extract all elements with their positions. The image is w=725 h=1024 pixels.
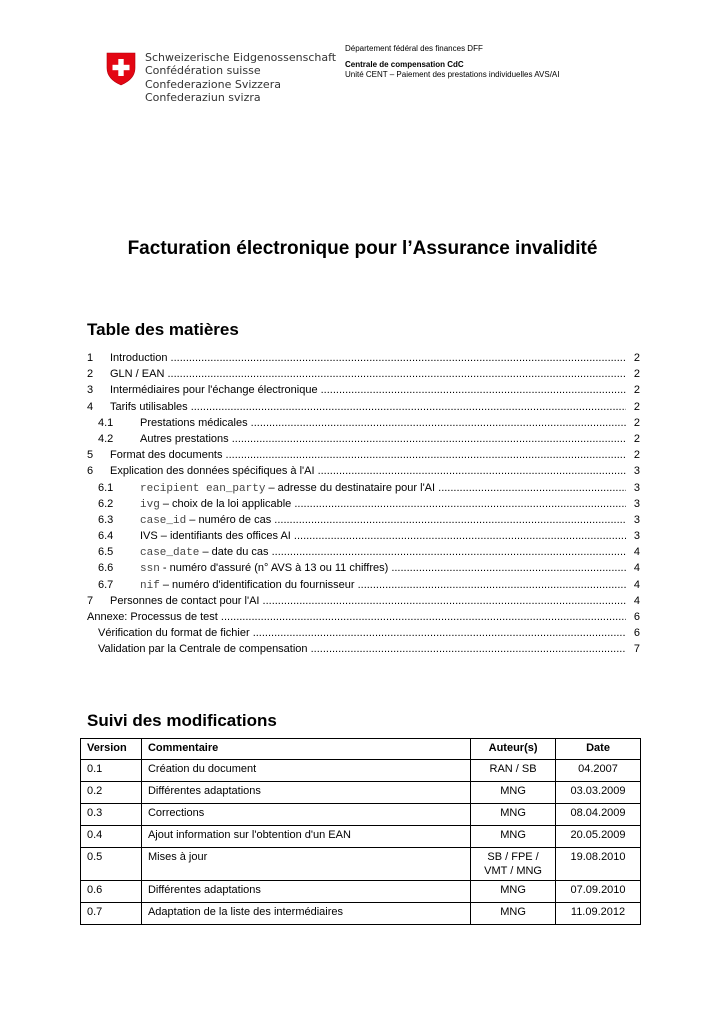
confederation-line-it: Confederazione Svizzera: [145, 77, 281, 91]
version-cell: 0.2: [81, 782, 142, 804]
comment-cell: Création du document: [141, 760, 470, 782]
toc-entry-title: ivg – choix de la loi applicable .....: [140, 496, 626, 513]
toc-entry-title: Intermédiaires pour l'échange électronique .....: [110, 382, 626, 398]
author-cell: MNG: [471, 881, 556, 903]
toc-entry-title: Explication des données spécifiques à l'AI .....: [110, 463, 626, 479]
toc-entry[interactable]: [87, 350, 640, 366]
date-cell: 20.05.2009: [556, 826, 641, 848]
table-row: [81, 826, 641, 848]
toc-entry-page: 6: [634, 609, 640, 625]
toc-heading: Table des matières: [87, 320, 239, 339]
modifications-table: [80, 738, 641, 925]
col-comment-header: Commentaire: [141, 739, 470, 760]
comment-cell: Différentes adaptations: [141, 881, 470, 903]
toc-entry-number: 1: [87, 352, 94, 364]
toc-entry-code: nif: [140, 579, 160, 592]
comment-cell: Adaptation de la liste des intermédiaires: [141, 903, 470, 925]
toc-entry-page: 4: [634, 577, 640, 593]
toc-entry-title: IVS – identifiants des offices AI .....: [140, 528, 626, 544]
comment-cell: Ajout information sur l'obtention d'un EAN: [141, 826, 470, 848]
toc-entry[interactable]: [87, 447, 640, 463]
toc-entry-code: ssn: [140, 563, 160, 576]
toc-entry-title: Tarifs utilisables .....: [110, 399, 626, 415]
toc-entry[interactable]: [87, 480, 640, 496]
toc-entry-code: ivg: [140, 498, 160, 511]
document-title: Facturation électronique pour l’Assurance invalidité: [127, 238, 598, 259]
toc-entry-title: Annexe: Processus de test .....: [87, 609, 626, 625]
toc-entry-title: Prestations médicales .....: [140, 415, 626, 431]
toc-entry-page: 2: [634, 382, 640, 398]
version-cell: 0.5: [81, 848, 142, 881]
table-row: [81, 848, 641, 881]
toc-entry-number: 6: [87, 465, 94, 478]
toc-entry-title: Autres prestations .....: [140, 431, 626, 447]
toc-entry[interactable]: [87, 560, 640, 576]
confederation-line-fr: Confédération suisse: [145, 64, 261, 78]
toc-entry[interactable]: [87, 625, 640, 641]
author-cell: MNG: [471, 903, 556, 925]
toc-entry-page: 2: [634, 399, 640, 415]
toc-entry-number: 6.6: [98, 562, 114, 575]
toc-entry-title: Format des documents .....: [110, 447, 626, 463]
toc-entry-title: GLN / EAN .....: [110, 366, 626, 382]
toc-entry[interactable]: [87, 593, 640, 609]
table-row: [81, 804, 641, 826]
department-name: Département fédéral des finances DFF: [345, 44, 483, 53]
toc-entry-page: 3: [634, 528, 640, 544]
date-cell: 04.2007: [556, 760, 641, 782]
toc-entry-title: nif – numéro d'identification du fournisseur .....: [140, 577, 626, 594]
toc-entry-page: 6: [634, 625, 640, 641]
date-cell: 11.09.2012: [556, 903, 641, 925]
toc-entry[interactable]: [87, 496, 640, 512]
toc-entry-number: 6.2: [98, 497, 114, 510]
table-row: [81, 881, 641, 903]
col-author-header: Auteur(s): [471, 739, 556, 760]
toc-entry[interactable]: [87, 399, 640, 415]
toc-entry-title: recipient ean_party – adresse du destinataire pour l'AI .....: [140, 480, 626, 497]
version-cell: 0.4: [81, 826, 142, 848]
table-row: [81, 760, 641, 782]
toc-entry-page: 2: [634, 431, 640, 447]
col-version-header: Version: [81, 739, 142, 760]
toc-entry[interactable]: [87, 544, 640, 560]
toc-entry[interactable]: [87, 431, 640, 447]
toc-entry-number: 6.3: [98, 513, 114, 526]
date-cell: 08.04.2009: [556, 804, 641, 826]
toc-entry[interactable]: [87, 577, 640, 593]
date-cell: 03.03.2009: [556, 782, 641, 804]
toc-entry-title: case_date – date du cas .....: [140, 544, 626, 561]
toc-entry-number: 3: [87, 384, 94, 397]
toc-entry-page: 3: [634, 480, 640, 496]
toc-entry-page: 2: [634, 350, 640, 366]
toc-entry-number: 6.7: [98, 578, 114, 591]
toc-entry-number: 2: [87, 368, 94, 381]
toc-entry-title: Introduction .....: [110, 350, 626, 366]
toc-entry[interactable]: [87, 512, 640, 528]
comment-cell: Mises à jour: [141, 848, 470, 881]
table-of-contents: [87, 350, 640, 658]
comment-cell: Différentes adaptations: [141, 782, 470, 804]
toc-entry-number: 6.5: [98, 546, 114, 559]
author-cell: MNG: [471, 826, 556, 848]
toc-entry-number: 4.1: [98, 416, 114, 429]
swiss-coat-of-arms-icon: [106, 52, 136, 86]
department-block: [345, 44, 559, 80]
version-cell: 0.6: [81, 881, 142, 903]
version-cell: 0.3: [81, 804, 142, 826]
toc-entry-code: recipient ean_party: [140, 482, 266, 495]
toc-entry[interactable]: [87, 641, 640, 657]
toc-entry-page: 2: [634, 415, 640, 431]
toc-entry-title: Validation par la Centrale de compensation .....: [98, 641, 626, 657]
date-cell: 19.08.2010: [556, 848, 641, 881]
toc-entry-title: case_id – numéro de cas .....: [140, 512, 626, 529]
toc-entry[interactable]: [87, 382, 640, 398]
toc-entry-page: 4: [634, 593, 640, 609]
toc-entry-number: 7: [87, 594, 94, 607]
unit-name: Unité CENT – Paiement des prestations individuelles AVS/AI: [345, 70, 560, 79]
toc-entry-page: 3: [634, 512, 640, 528]
toc-entry-page: 2: [634, 447, 640, 463]
date-cell: 07.09.2010: [556, 881, 641, 903]
version-cell: 0.1: [81, 760, 142, 782]
toc-entry[interactable]: [87, 366, 640, 382]
toc-entry-number: 6.1: [98, 481, 114, 494]
toc-entry-page: 4: [634, 560, 640, 576]
toc-entry-title: Personnes de contact pour l'AI .....: [110, 593, 626, 609]
comment-cell: Corrections: [141, 804, 470, 826]
author-cell: RAN / SB: [471, 760, 556, 782]
toc-entry-title: Vérification du format de fichier .....: [98, 625, 626, 641]
toc-entry-number: 4: [87, 400, 94, 413]
author-cell: MNG: [471, 804, 556, 826]
toc-entry[interactable]: [87, 415, 640, 431]
toc-entry-page: 2: [634, 366, 640, 382]
author-cell: SB / FPE / VMT / MNG: [471, 848, 556, 881]
toc-entry-code: case_id: [140, 514, 187, 527]
office-name: Centrale de compensation CdC: [345, 60, 464, 69]
confederation-line-de: Schweizerische Eidgenossenschaft: [145, 51, 337, 64]
toc-entry-page: 3: [634, 496, 640, 512]
toc-entry-page: 4: [634, 544, 640, 560]
toc-entry-page: 7: [634, 641, 640, 657]
toc-entry-page: 3: [634, 463, 640, 479]
toc-entry[interactable]: [87, 463, 640, 479]
table-row: [81, 903, 641, 925]
col-date-header: Date: [556, 739, 641, 760]
confederation-line-rm: Confederaziun svizra: [145, 90, 261, 104]
author-cell: MNG: [471, 782, 556, 804]
toc-entry-number: 4.2: [98, 432, 114, 445]
toc-entry-title: ssn - numéro d'assuré (n° AVS à 13 ou 11 chiffres) .....: [140, 560, 626, 577]
toc-entry-number: 6.4: [98, 530, 114, 543]
toc-entry[interactable]: [87, 609, 640, 625]
modifications-heading: Suivi des modifications: [87, 711, 277, 730]
table-row: [81, 782, 641, 804]
toc-entry-code: case_date: [140, 547, 200, 560]
toc-entry-number: 5: [87, 449, 94, 462]
table-header-row: [81, 739, 641, 760]
version-cell: 0.7: [81, 903, 142, 925]
toc-entry[interactable]: [87, 528, 640, 544]
confederation-names: [145, 51, 336, 104]
